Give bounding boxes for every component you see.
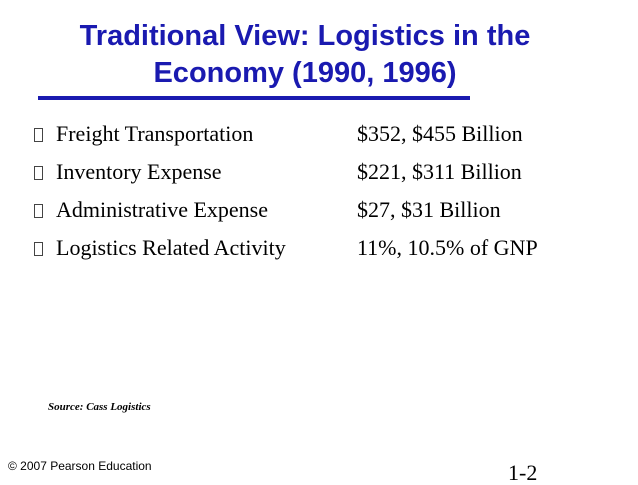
item-label: Inventory Expense xyxy=(56,159,222,184)
bullet-list xyxy=(34,118,614,270)
list-item xyxy=(34,118,614,156)
item-label: Logistics Related Activity xyxy=(56,235,286,260)
copyright-text: © 2007 Pearson Education xyxy=(8,459,152,473)
bullet-icon xyxy=(34,166,43,180)
bullet-icon xyxy=(34,128,43,142)
slide-number: 1-2 xyxy=(508,460,538,485)
item-value: $27, $31 Billion xyxy=(357,197,501,222)
item-value: $352, $455 Billion xyxy=(357,121,523,146)
item-value: 11%, 10.5% of GNP xyxy=(357,235,538,260)
slide-title: Traditional View: Logistics in the Economy (1990, 1996) xyxy=(79,20,531,89)
list-item xyxy=(34,194,614,232)
title-underline xyxy=(38,96,470,100)
bullet-icon xyxy=(34,242,43,256)
item-label: Administrative Expense xyxy=(56,197,269,222)
bullet-icon xyxy=(34,204,43,218)
item-label: Freight Transportation xyxy=(56,121,254,146)
list-item xyxy=(34,156,614,194)
source-note: Source: Cass Logistics xyxy=(48,401,151,413)
item-value: $221, $311 Billion xyxy=(357,159,522,184)
list-item xyxy=(34,232,614,270)
